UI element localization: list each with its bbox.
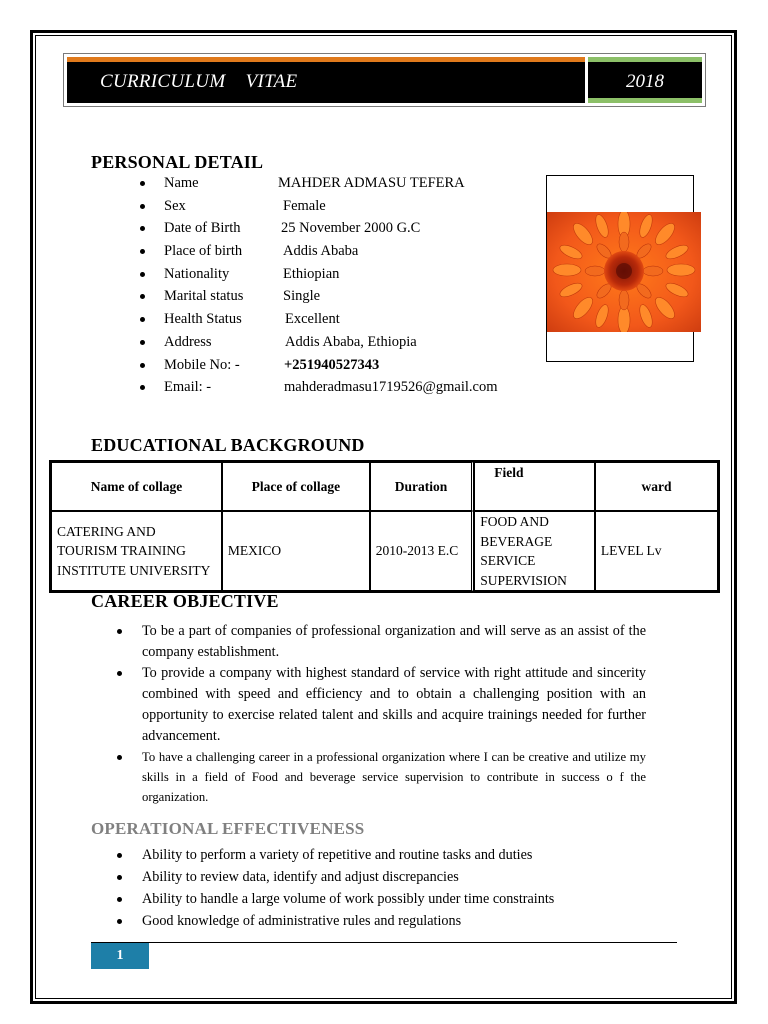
detail-label: Marital status <box>164 288 244 305</box>
document-title: CURRICULUM VITAE <box>100 71 298 92</box>
table-row <box>51 511 718 591</box>
table-cell-college-place: MEXICO <box>222 511 370 591</box>
detail-value: 25 November 2000 G.C <box>281 220 421 237</box>
detail-label: Nationality <box>164 265 230 282</box>
detail-value: Excellent <box>285 311 340 328</box>
detail-value: Female <box>283 197 326 214</box>
list-item: To be a part of companies of professional organization and will serve as an assist of the company establishment. <box>116 621 646 663</box>
table-cell-award: LEVEL Lv <box>595 511 718 591</box>
detail-label: Health Status <box>164 311 242 328</box>
column-header: Field <box>474 462 595 511</box>
document-year: 2018 <box>626 71 664 92</box>
career-objective-list <box>116 621 646 807</box>
detail-label: Place of birth <box>164 243 243 260</box>
list-item: Ability to handle a large volume of work possibly under time constraints <box>116 888 676 910</box>
list-item: To have a challenging career in a professional organization where I can be creative and utilize my skills in a field of Food and beverage service supervision to contribute in success o f the organization. <box>116 747 646 807</box>
detail-value: Addis Ababa, Ethiopia <box>285 333 417 350</box>
orange-flower-photo <box>547 212 701 332</box>
detail-label: Sex <box>164 197 186 214</box>
detail-value: Single <box>283 288 321 305</box>
career-objective-heading: CAREER OBJECTIVE <box>91 591 279 611</box>
column-header: Name of collage <box>51 462 222 511</box>
detail-label: Mobile No: - <box>164 356 240 373</box>
list-item: To provide a company with highest standard of service with right attitude and sincerity combined with speed and efficiency and to obtain a challenging position with an opportunity to exercise related talent and skills and acquire trainings needed for further advancement. <box>116 663 646 747</box>
table-cell-duration: 2010-2013 E.C <box>370 511 474 591</box>
mobile-number: +251940527343 <box>284 356 380 373</box>
detail-value: Addis Ababa <box>283 243 359 260</box>
detail-label: Name <box>164 175 199 191</box>
table-cell-field: FOOD AND BEVERAGE SERVICE SUPERVISION <box>474 511 595 591</box>
page-number: 1 <box>91 943 149 969</box>
operational-effectiveness-heading: OPERATIONAL EFFECTIVENESS <box>91 819 365 838</box>
education-heading: EDUCATIONAL BACKGROUND <box>91 435 365 455</box>
header-banner <box>63 53 706 107</box>
detail-value: Ethiopian <box>283 265 340 282</box>
email-address: mahderadmasu1719526@gmail.com <box>284 379 498 396</box>
table-header-row <box>51 462 718 511</box>
column-header: ward <box>595 462 718 511</box>
flower-image-icon <box>547 212 701 332</box>
detail-label: Date of Birth <box>164 220 241 237</box>
list-item: Ability to perform a variety of repetitive and routine tasks and duties <box>116 844 676 866</box>
detail-label: Email: - <box>164 379 212 396</box>
list-item: Good knowledge of administrative rules and regulations <box>116 910 676 932</box>
banner-green-stripe-bottom <box>588 98 702 103</box>
education-table <box>49 460 720 593</box>
column-header: Place of collage <box>222 462 370 511</box>
column-header: Duration <box>370 462 474 511</box>
detail-label: Address <box>164 333 212 350</box>
personal-detail-heading: PERSONAL DETAIL <box>91 152 264 172</box>
detail-value: MAHDER ADMASU TEFERA <box>278 175 465 191</box>
list-item: Ability to review data, identify and adjust discrepancies <box>116 866 676 888</box>
footer-rule <box>91 942 677 943</box>
table-cell-college-name: CATERING AND TOURISM TRAINING INSTITUTE UNIVERSITY <box>51 511 222 591</box>
operational-effectiveness-list <box>116 844 676 932</box>
